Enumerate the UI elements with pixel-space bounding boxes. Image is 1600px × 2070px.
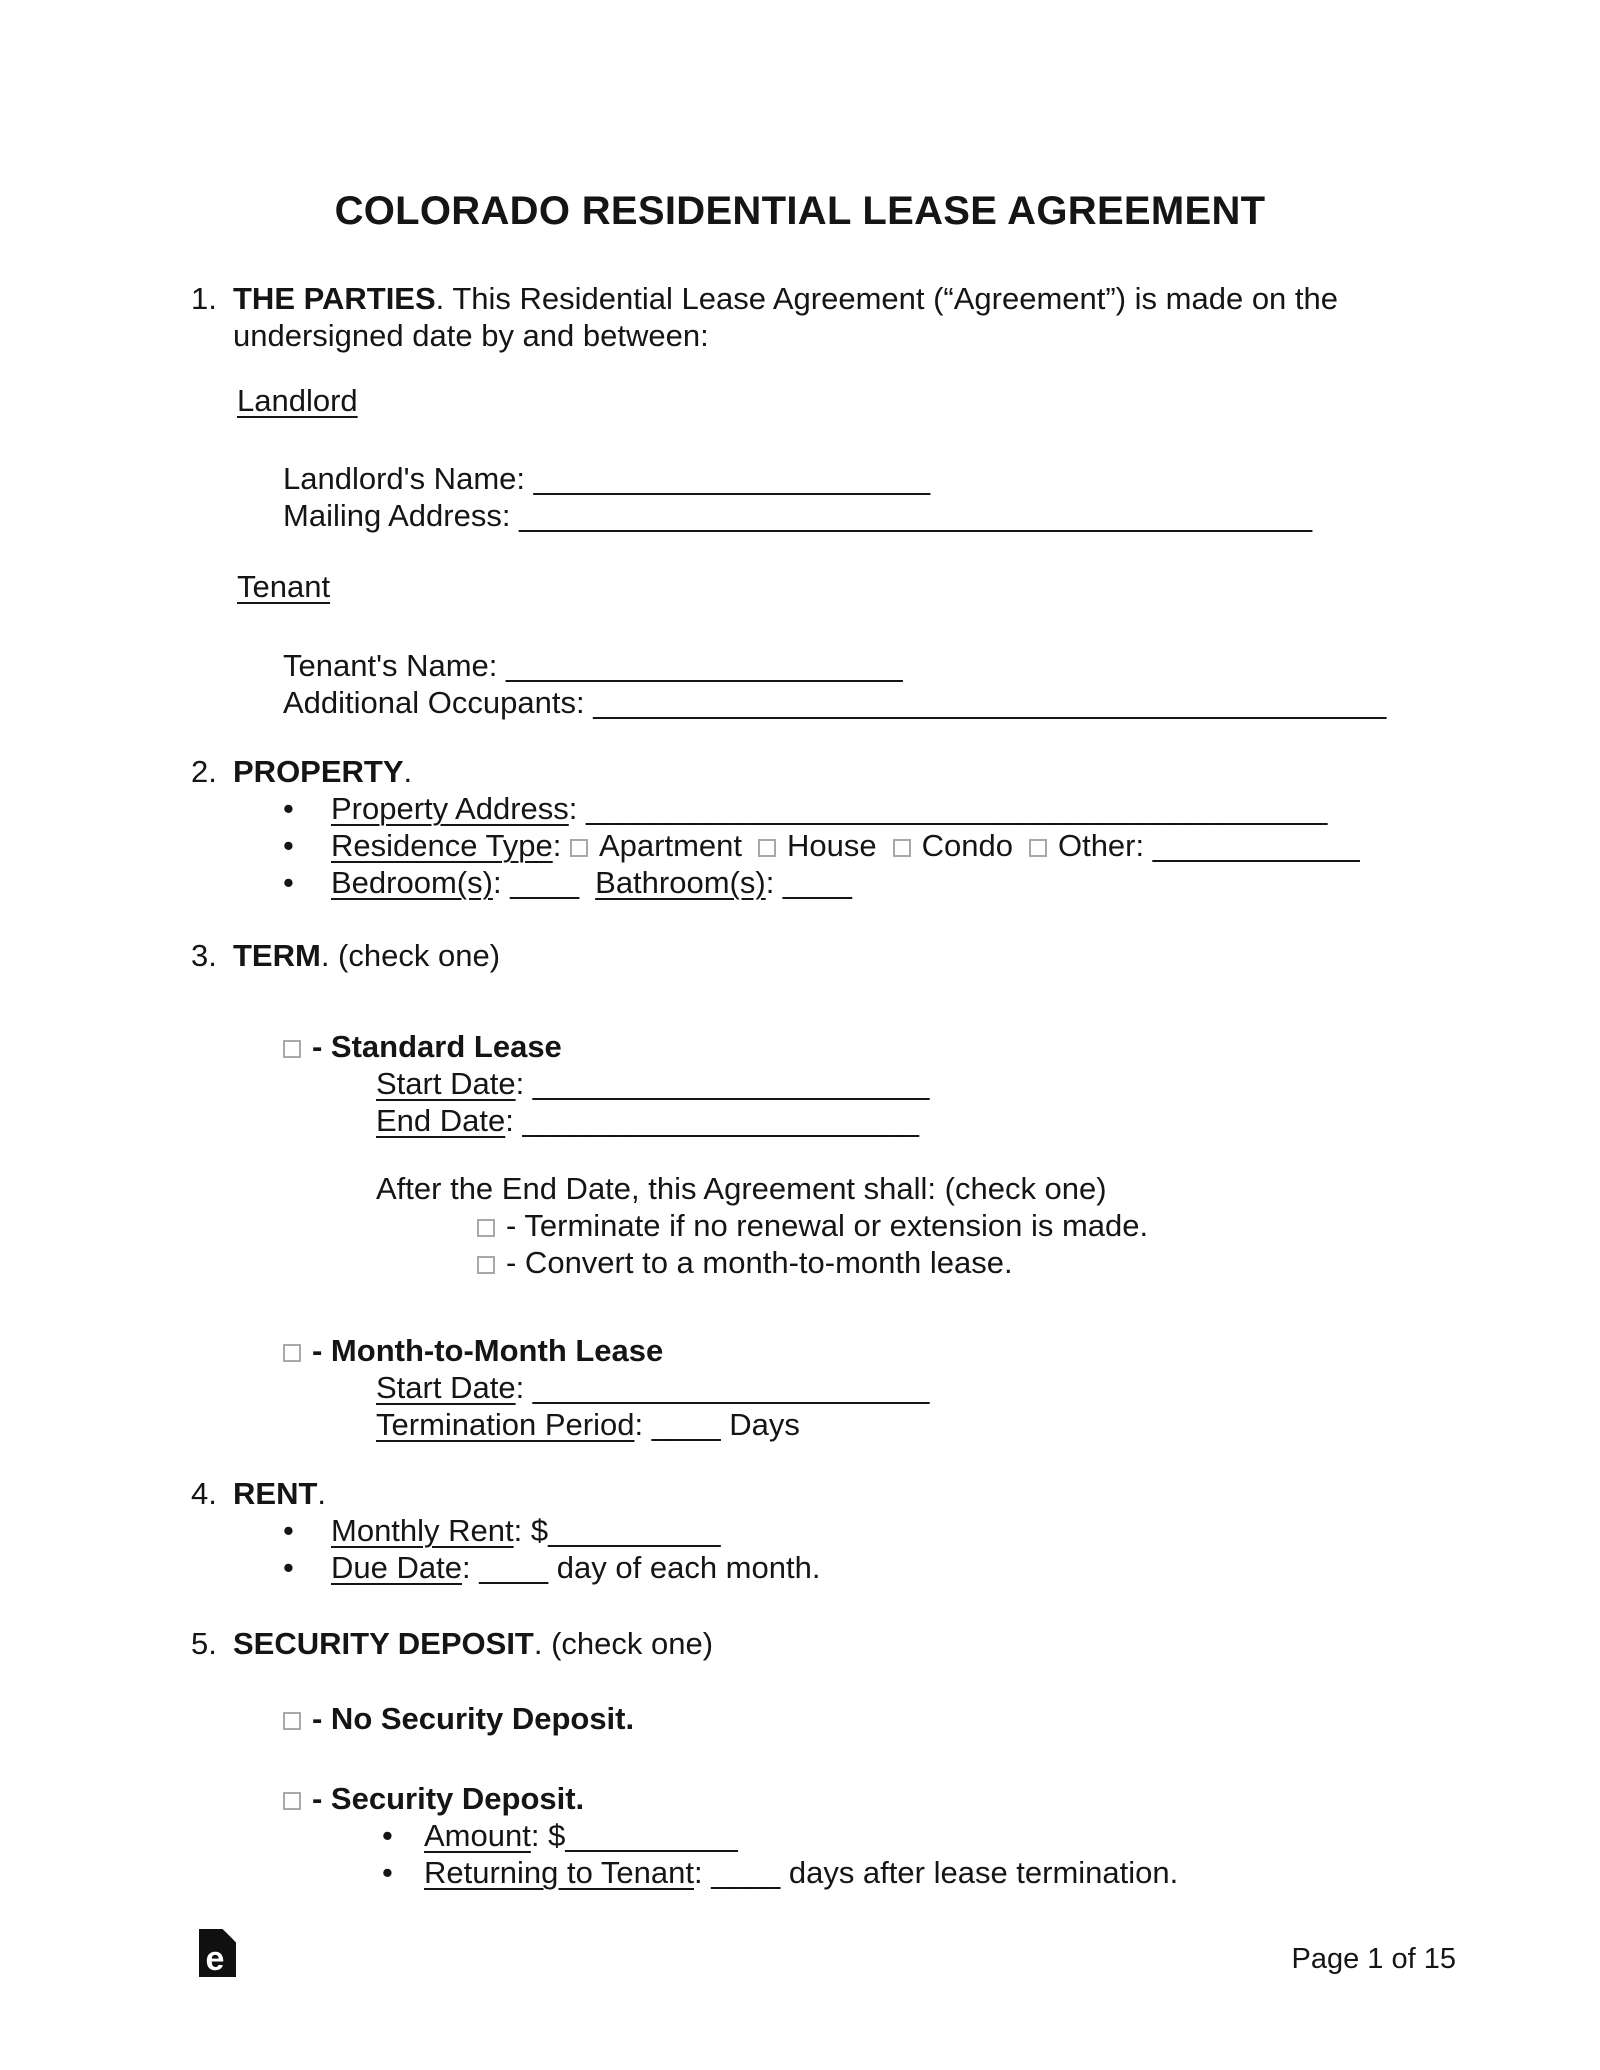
bullet-icon: • (283, 1550, 294, 1585)
month-to-month-label: - Month-to-Month Lease (312, 1333, 664, 1368)
property-address-blank[interactable]: ___________________________________________ (586, 791, 1328, 826)
mailing-address-blank[interactable]: ______________________________________________ (519, 498, 1313, 533)
security-deposit-section (0, 1625, 1600, 1662)
end-date-sep: : (505, 1103, 523, 1138)
parties-heading: THE PARTIES (233, 281, 436, 316)
other-label: Other: (1057, 828, 1153, 863)
logo-letter: e (205, 1940, 225, 1977)
mailing-address-row (0, 497, 1600, 534)
bullet-icon: • (283, 828, 294, 863)
section-number-1: 1. (191, 281, 217, 316)
document-title: COLORADO RESIDENTIAL LEASE AGREEMENT (334, 189, 1266, 233)
security-deposit-heading-suffix: . (check one) (533, 1626, 714, 1661)
due-date-item (0, 1549, 1600, 1586)
security-deposit-label: - Security Deposit. (312, 1781, 585, 1816)
days-suffix: Days (720, 1407, 800, 1442)
bathrooms-blank[interactable]: ____ (782, 865, 852, 900)
returning-sep: : (694, 1855, 712, 1890)
termination-period-blank[interactable]: ____ (651, 1407, 721, 1442)
bullet-icon: • (283, 1513, 294, 1548)
residence-type-label: Residence Type (331, 828, 553, 863)
bullet-icon: • (382, 1818, 393, 1853)
landlord-name-label: Landlord's Name: (283, 461, 534, 496)
apartment-option (570, 828, 742, 863)
landlord-name-row (0, 460, 1600, 497)
additional-occupants-blank[interactable]: ______________________________________________ (593, 685, 1387, 720)
returning-to-tenant-item (0, 1854, 1600, 1891)
additional-occupants-row (0, 684, 1600, 721)
bedrooms-sep: : (492, 865, 511, 900)
convert-checkbox[interactable] (477, 1256, 495, 1274)
returning-suffix: days after lease termination. (780, 1855, 1179, 1890)
month-start-date-row (0, 1369, 1600, 1406)
end-date-label: End Date (376, 1103, 506, 1138)
term-heading: TERM (233, 938, 321, 973)
bedrooms-label: Bedroom(s) (331, 865, 493, 900)
termination-period-sep: : (634, 1407, 652, 1442)
amount-sep: : $ (530, 1818, 566, 1853)
start-date-sep: : (515, 1370, 533, 1405)
property-heading-period: . (403, 754, 413, 789)
property-heading: PROPERTY (233, 754, 404, 789)
tenant-name-label: Tenant's Name: (283, 648, 507, 683)
termination-period-row (0, 1406, 1600, 1443)
due-date-label: Due Date (331, 1550, 462, 1585)
other-checkbox[interactable] (1029, 839, 1047, 857)
rent-heading-period: . (317, 1476, 327, 1511)
parties-paragraph (233, 280, 1338, 354)
due-date-sep: : (461, 1550, 480, 1585)
residence-type-item (0, 827, 1600, 864)
property-address-label: Property Address (331, 791, 569, 826)
eforms-logo (199, 1929, 236, 1985)
standard-start-date-blank[interactable]: _______________________ (532, 1066, 930, 1101)
parties-section (0, 280, 1600, 354)
terminate-checkbox[interactable] (477, 1219, 495, 1237)
term-heading-suffix: . (check one) (320, 938, 501, 973)
section-number-4: 4. (191, 1476, 217, 1511)
parties-intro-line2: undersigned date by and between: (233, 318, 709, 353)
start-date-sep: : (515, 1066, 533, 1101)
landlord-name-blank[interactable]: _______________________ (533, 461, 931, 496)
section-number-5: 5. (191, 1626, 217, 1661)
landlord-subsection (0, 382, 1600, 419)
condo-checkbox[interactable] (893, 839, 911, 857)
terminate-label: - Terminate if no renewal or extension is made. (506, 1208, 1149, 1243)
bathrooms-sep: : (765, 865, 783, 900)
property-address-sep: : (568, 791, 587, 826)
no-security-deposit-checkbox[interactable] (283, 1712, 301, 1730)
convert-label: - Convert to a month-to-month lease. (506, 1245, 1013, 1280)
house-checkbox[interactable] (758, 839, 776, 857)
bullet-icon: • (283, 865, 294, 900)
security-deposit-row (0, 1780, 1600, 1817)
page-number: Page 1 of 15 (1291, 1943, 1456, 1975)
standard-lease-label: - Standard Lease (312, 1029, 562, 1064)
house-label: House (787, 828, 877, 863)
section-number-2: 2. (191, 754, 217, 789)
other-blank[interactable]: ____________ (1152, 828, 1360, 863)
condo-label: Condo (921, 828, 1013, 863)
document-page-icon (199, 1929, 236, 1977)
start-date-label: Start Date (376, 1370, 516, 1405)
no-security-deposit-row (0, 1700, 1600, 1737)
rent-heading: RENT (233, 1476, 318, 1511)
landlord-heading: Landlord (237, 383, 358, 418)
property-section (0, 753, 1600, 790)
bullet-icon: • (382, 1855, 393, 1890)
standard-start-date-row (0, 1065, 1600, 1102)
condo-option (893, 828, 1013, 863)
terminate-option-row (0, 1207, 1600, 1244)
tenant-name-row (0, 647, 1600, 684)
after-end-date-row (0, 1170, 1600, 1207)
parties-intro-line1: . This Residential Lease Agreement (“Agreement”) is made on the (435, 281, 1339, 316)
bedrooms-blank[interactable]: ____ (510, 865, 580, 900)
bullet-icon: • (283, 791, 294, 826)
apartment-label: Apartment (598, 828, 742, 863)
amount-blank[interactable]: __________ (565, 1818, 738, 1853)
security-deposit-heading: SECURITY DEPOSIT (233, 1626, 534, 1661)
section-number-3: 3. (191, 938, 217, 973)
tenant-name-blank[interactable]: _______________________ (506, 648, 903, 683)
apartment-checkbox[interactable] (570, 839, 588, 857)
bathrooms-label: Bathroom(s) (595, 865, 766, 900)
monthly-rent-sep: : $ (513, 1513, 549, 1548)
month-start-date-blank[interactable]: _______________________ (532, 1370, 930, 1405)
standard-end-date-blank[interactable]: _______________________ (522, 1103, 920, 1138)
standard-lease-checkbox[interactable] (283, 1040, 301, 1058)
tenant-heading: Tenant (237, 569, 331, 604)
monthly-rent-blank[interactable]: __________ (548, 1513, 721, 1548)
tenant-subsection (0, 568, 1600, 605)
mailing-address-label: Mailing Address: (283, 498, 520, 533)
returning-blank[interactable]: ____ (711, 1855, 781, 1890)
due-date-blank[interactable]: ____ (479, 1550, 549, 1585)
standard-lease-row (0, 1028, 1600, 1065)
security-deposit-checkbox[interactable] (283, 1792, 301, 1810)
standard-end-date-row (0, 1102, 1600, 1139)
returning-to-tenant-label: Returning to Tenant (424, 1855, 695, 1890)
residence-type-sep: : (552, 828, 570, 863)
term-section (0, 937, 1600, 974)
house-option (758, 828, 877, 863)
rent-section (0, 1475, 1600, 1512)
convert-option-row (0, 1244, 1600, 1281)
no-security-deposit-label: - No Security Deposit. (312, 1701, 635, 1736)
after-end-date-text: After the End Date, this Agreement shall: (check one) (376, 1171, 1107, 1206)
amount-label: Amount (424, 1818, 531, 1853)
bedrooms-bathrooms-item (0, 864, 1600, 901)
other-option (1029, 828, 1360, 863)
property-address-item (0, 790, 1600, 827)
month-to-month-checkbox[interactable] (283, 1344, 301, 1362)
additional-occupants-label: Additional Occupants: (283, 685, 594, 720)
monthly-rent-label: Monthly Rent (331, 1513, 514, 1548)
month-to-month-row (0, 1332, 1600, 1369)
amount-item (0, 1817, 1600, 1854)
monthly-rent-item (0, 1512, 1600, 1549)
start-date-label: Start Date (376, 1066, 516, 1101)
due-date-suffix: day of each month. (548, 1550, 821, 1585)
termination-period-label: Termination Period (376, 1407, 635, 1442)
